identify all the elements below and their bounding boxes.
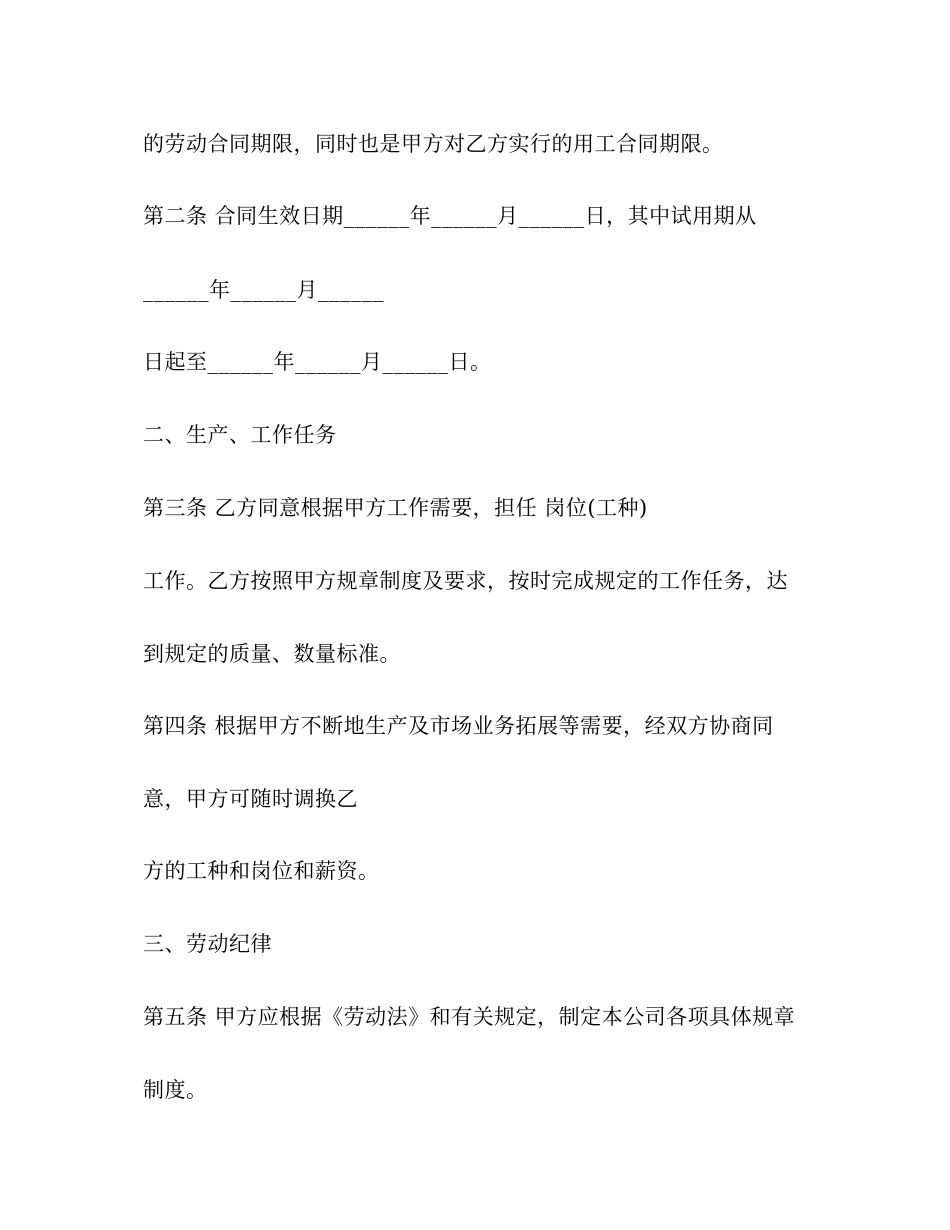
article-3-line: 第三条 乙方同意根据甲方工作需要，担任 岗位(工种) [143, 496, 648, 520]
article-5-line: 第五条 甲方应根据《劳动法》和有关规定，制定本公司各项具体规章 [143, 1005, 796, 1029]
paragraph-line: 方的工种和岗位和薪资。 [143, 859, 380, 883]
paragraph-line: 意，甲方可随时调换乙 [143, 787, 358, 811]
paragraph-line: ______年______月______ [143, 278, 384, 302]
article-2-line: 第二条 合同生效日期______年______月______日，其中试用期从 [143, 204, 757, 228]
paragraph-line: 的劳动合同期限，同时也是甲方对乙方实行的用工合同期限。 [143, 132, 724, 156]
paragraph-line: 制度。 [143, 1078, 208, 1102]
paragraph-line: 工作。乙方按照甲方规章制度及要求，按时完成规定的工作任务，达 [143, 569, 788, 593]
article-4-line: 第四条 根据甲方不断地生产及市场业务拓展等需要，经双方协商同 [143, 714, 774, 738]
paragraph-line: 日起至______年______月______日。 [143, 350, 492, 374]
paragraph-line: 到规定的质量、数量标准。 [143, 642, 401, 666]
section-heading-3: 三、劳动纪律 [143, 932, 272, 956]
section-heading-2: 二、生产、工作任务 [143, 423, 337, 447]
